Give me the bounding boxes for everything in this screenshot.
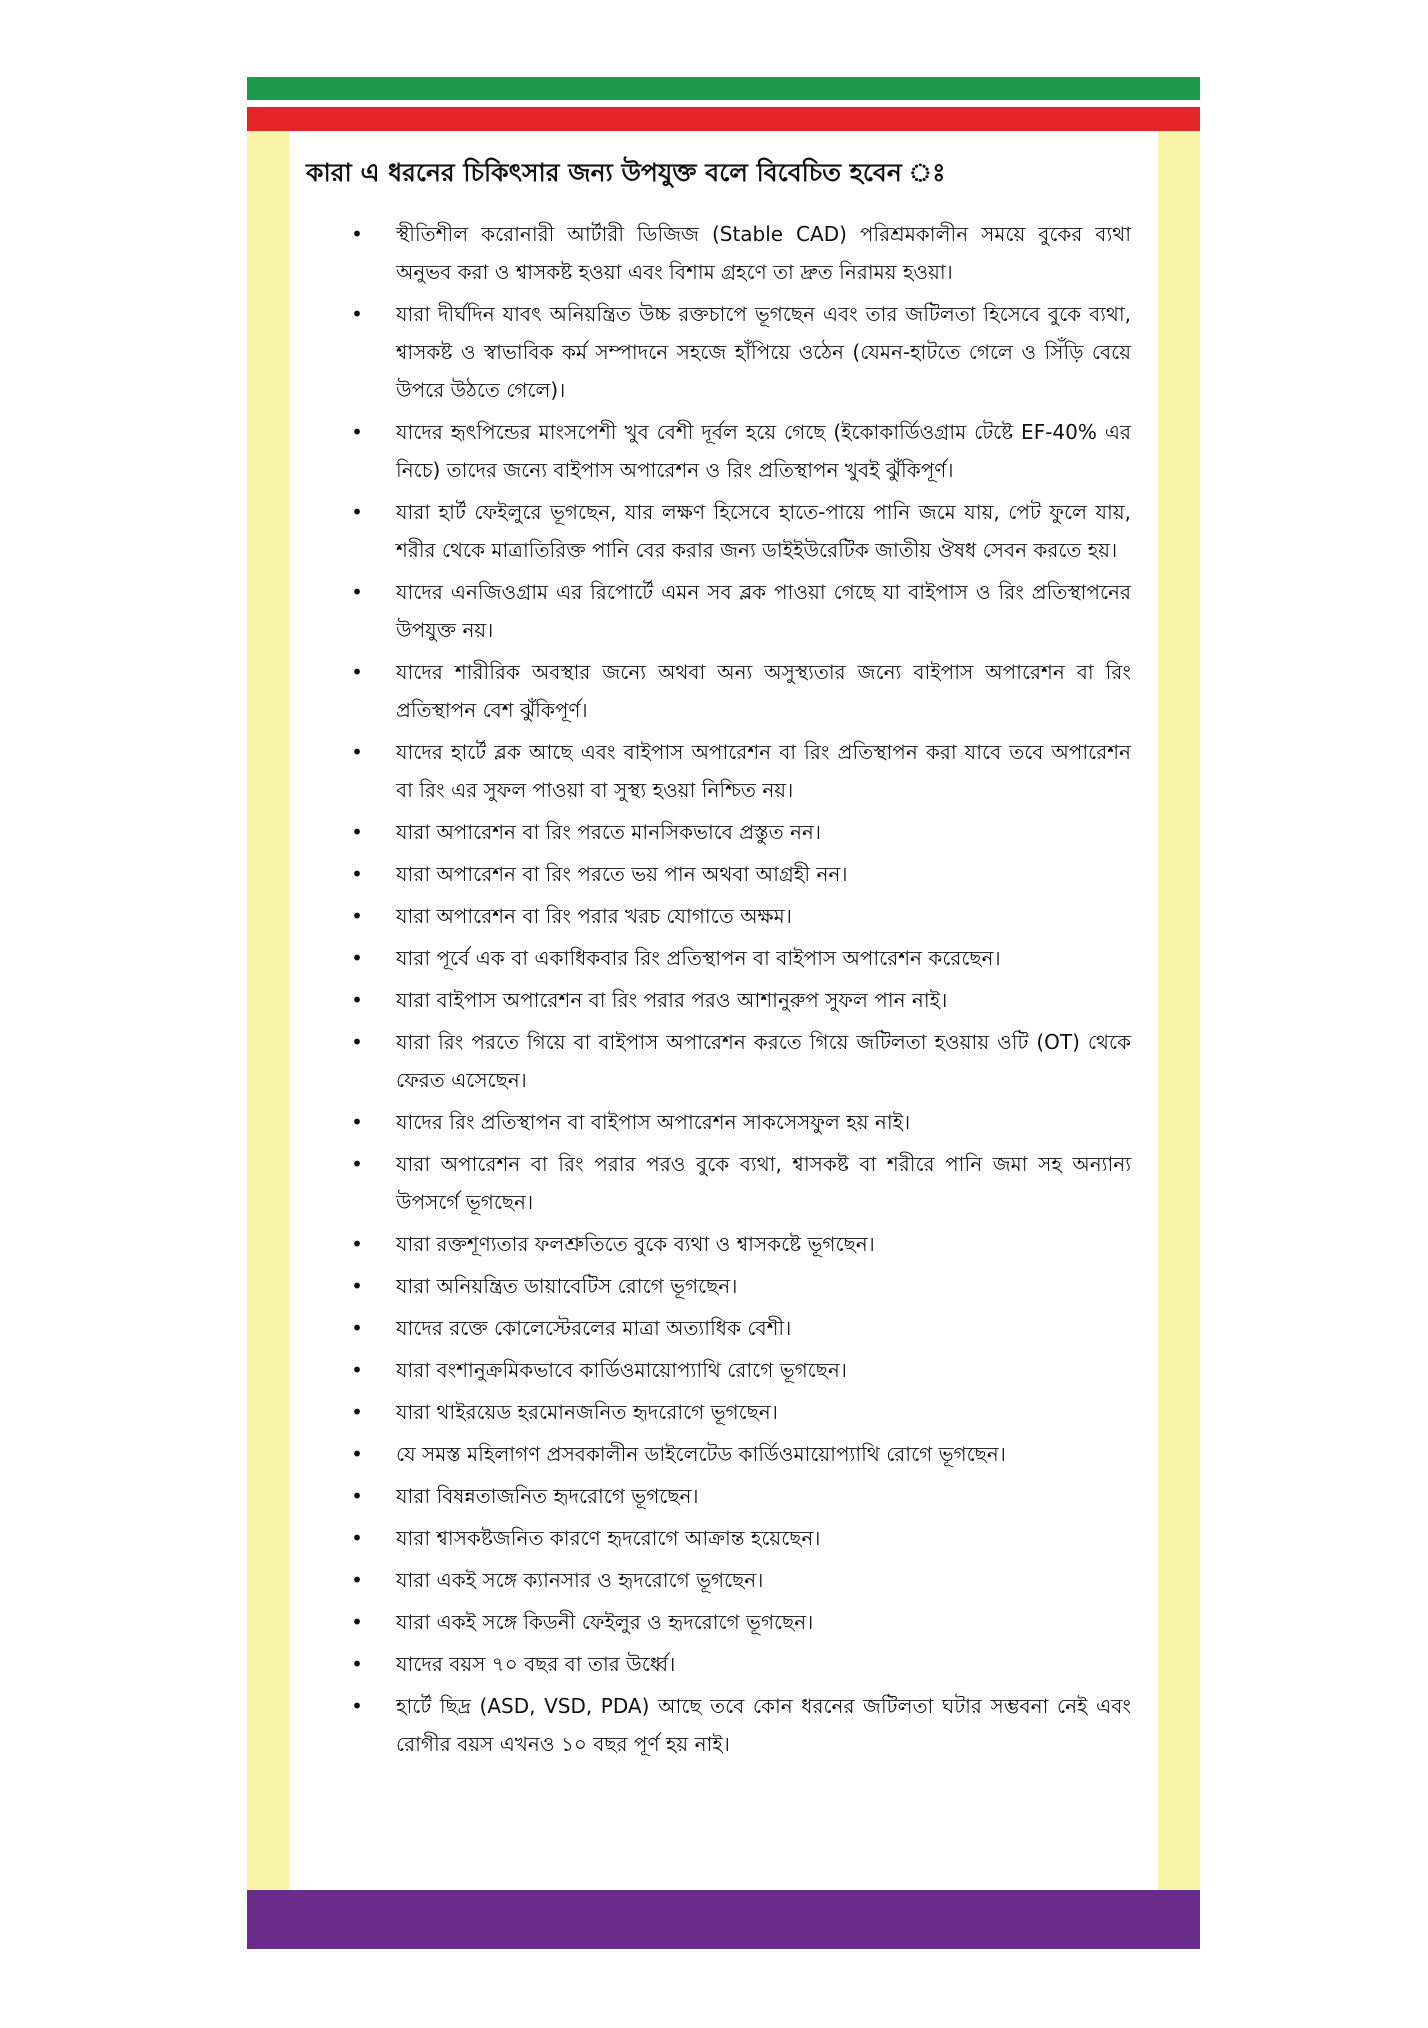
list-item — [347, 897, 1131, 935]
bullet-icon: • — [351, 580, 363, 604]
bullet-icon: • — [351, 1152, 363, 1176]
bullet-icon: • — [351, 302, 363, 326]
bullet-icon: • — [351, 1484, 363, 1508]
list-item — [347, 733, 1131, 809]
list-item-text: যারা একই সঙ্গে কিডনী ফেইলুর ও হৃদরোগে ভূগছেন। — [396, 1610, 814, 1634]
list-item-text: যারা অপারেশন বা রিং পরার পরও বুকে ব্যথা, শ্বাসকষ্ট বা শরীরে পানি জমা সহ অন্যান্য উপসর্গে ভূগছেন। — [396, 1152, 1131, 1214]
list-item — [347, 1393, 1131, 1431]
list-item — [347, 653, 1131, 729]
list-item-text: যারা অপারেশন বা রিং পরতে ভয় পান অথবা আগ্রহী নন। — [396, 862, 848, 886]
bullet-icon: • — [351, 904, 363, 928]
bullet-icon: • — [351, 946, 363, 970]
list-item — [347, 1351, 1131, 1389]
list-item-text: স্থীতিশীল করোনারী আর্টারী ডিজিজ (Stable CAD) পরিশ্রমকালীন সময়ে বুকের ব্যথা অনুভব করা ও শ্বাসকষ্ট হওয়া এবং বিশাম গ্রহণে তা দ্রুত নিরাময় হওয়া। — [396, 222, 1131, 284]
bullet-icon: • — [351, 740, 363, 764]
bullet-icon: • — [351, 1030, 363, 1054]
page-title: কারা এ ধরনের চিকিৎসার জন্য উপযুক্ত বলে বিবেচিত হবেন ঃ — [306, 158, 946, 187]
list-item-text: যাদের বয়স ৭০ বছর বা তার উর্ধ্বে। — [396, 1652, 676, 1676]
list-item-text: যাদের হার্টে ব্লক আছে এবং বাইপাস অপারেশন বা রিং প্রতিস্থাপন করা যাবে তবে অপারেশন বা রিং এর সুফল পাওয়া বা সুস্থ্য হওয়া নিশ্চিত নয়। — [396, 740, 1131, 802]
list-item — [347, 1561, 1131, 1599]
list-item — [347, 1645, 1131, 1683]
list-item — [347, 1023, 1131, 1099]
list-item-text: যারা থাইরয়েড হরমোনজনিত হৃদরোগে ভূগছেন। — [396, 1400, 778, 1424]
list-item — [347, 813, 1131, 851]
bullet-icon: • — [351, 420, 363, 444]
list-item — [347, 413, 1131, 489]
top-green-band — [247, 77, 1200, 100]
content-area — [289, 131, 1158, 1890]
bullet-icon: • — [351, 862, 363, 886]
list-item — [347, 1687, 1131, 1763]
bullet-icon: • — [351, 1274, 363, 1298]
bullet-icon: • — [351, 222, 363, 246]
list-item-text: যাদের এনজিওগ্রাম এর রিপোর্টে এমন সব ব্লক পাওয়া গেছে যা বাইপাস ও রিং প্রতিস্থাপনের উপযুক্ত নয়। — [396, 580, 1131, 642]
bullet-icon: • — [351, 1526, 363, 1550]
list-item-text: যারা পূর্বে এক বা একাধিকবার রিং প্রতিস্থাপন বা বাইপাস অপারেশন করেছেন। — [396, 946, 1001, 970]
list-item — [347, 573, 1131, 649]
list-item-text: যারা শ্বাসকষ্টজনিত কারণে হৃদরোগে আক্রান্ত হয়েছেন। — [396, 1526, 821, 1550]
bullet-icon: • — [351, 1110, 363, 1134]
list-item — [347, 855, 1131, 893]
bullet-icon: • — [351, 988, 363, 1012]
bullet-icon: • — [351, 660, 363, 684]
bullet-icon: • — [351, 500, 363, 524]
bullet-icon: • — [351, 1232, 363, 1256]
list-item-text: যারা অনিয়ন্ত্রিত ডায়াবেটিস রোগে ভূগছেন। — [396, 1274, 738, 1298]
list-item — [347, 939, 1131, 977]
list-item-text: যাদের শারীরিক অবস্থার জন্যে অথবা অন্য অসুস্থ্যতার জন্যে বাইপাস অপারেশন বা রিং প্রতিস্থাপন বেশ ঝুঁকিপূর্ণ। — [396, 660, 1131, 722]
list-item — [347, 1435, 1131, 1473]
list-item — [347, 295, 1131, 409]
list-item-text: হার্টে ছিদ্র (ASD, VSD, PDA) আছে তবে কোন ধরনের জটিলতা ঘটার সম্ভবনা নেই এবং রোগীর বয়স এখনও ১০ বছর পূর্ণ হয় নাই। — [396, 1694, 1131, 1756]
list-item-text: যারা হার্ট ফেইলুরে ভূগছেন, যার লক্ষণ হিসেবে হাতে-পায়ে পানি জমে যায়, পেট ফুলে যায়, শরীর থেকে মাত্রাতিরিক্ত পানি বের করার জন্য ডাইইউরেটিক জাতীয় ঔষধ সেবন করতে হয়। — [396, 500, 1131, 562]
list-item — [347, 1603, 1131, 1641]
top-red-band — [247, 107, 1200, 131]
list-item — [347, 493, 1131, 569]
list-item — [347, 1519, 1131, 1557]
list-item-text: যাদের রক্তে কোলেস্টেরলের মাত্রা অত্যাধিক বেশী। — [396, 1316, 792, 1340]
leaflet-page — [247, 77, 1200, 1949]
list-item-text: যারা বংশানুক্রমিকভাবে কার্ডিওমায়োপ্যাথি রোগে ভূগছেন। — [396, 1358, 847, 1382]
bullet-icon: • — [351, 1316, 363, 1340]
list-item-text: যাদের রিং প্রতিস্থাপন বা বাইপাস অপারেশন সাকসেসফুল হয় নাই। — [396, 1110, 911, 1134]
bullet-icon: • — [351, 1358, 363, 1382]
list-item — [347, 1477, 1131, 1515]
list-item-text: যে সমস্ত মহিলাগণ প্রসবকালীন ডাইলেটেড কার্ডিওমায়োপ্যাথি রোগে ভূগছেন। — [396, 1442, 1006, 1466]
list-item-text: যারা বিষন্নতাজনিত হৃদরোগে ভূগছেন। — [396, 1484, 699, 1508]
list-item — [347, 1309, 1131, 1347]
list-item-text: যারা অপারেশন বা রিং পরতে মানসিকভাবে প্রস্তুত নন। — [396, 820, 821, 844]
list-item — [347, 1225, 1131, 1263]
list-item-text: যারা রিং পরতে গিয়ে বা বাইপাস অপারেশন করতে গিয়ে জটিলতা হওয়ায় ওটি (OT) থেকে ফেরত এসেছেন। — [396, 1030, 1131, 1092]
bullet-icon: • — [351, 1400, 363, 1424]
bullet-icon: • — [351, 1610, 363, 1634]
bullet-icon: • — [351, 1442, 363, 1466]
bullet-icon: • — [351, 1652, 363, 1676]
bullet-icon: • — [351, 1694, 363, 1718]
list-item — [347, 1145, 1131, 1221]
list-item-text: যারা রক্তশূণ্যতার ফলশ্রুতিতে বুকে ব্যথা ও শ্বাসকষ্টে ভূগছেন। — [396, 1232, 875, 1256]
list-item — [347, 1103, 1131, 1141]
bullet-icon: • — [351, 820, 363, 844]
list-item-text: যারা একই সঙ্গে ক্যানসার ও হৃদরোগে ভূগছেন। — [396, 1568, 764, 1592]
list-item-text: যারা বাইপাস অপারেশন বা রিং পরার পরও আশানুরুপ সুফল পান নাই। — [396, 988, 948, 1012]
bottom-purple-band — [247, 1890, 1200, 1949]
bullet-icon: • — [351, 1568, 363, 1592]
list-item-text: যারা অপারেশন বা রিং পরার খরচ যোগাতে অক্ষম। — [396, 904, 792, 928]
list-item-text: যারা দীর্ঘদিন যাবৎ অনিয়ন্ত্রিত উচ্চ রক্তচাপে ভূগছেন এবং তার জটিলতা হিসেবে বুকে ব্যথা, শ্বাসকষ্ট ও স্বাভাবিক কর্ম সম্পাদনে সহজে হাঁপিয়ে ওঠেন (যেমন-হাটতে গেলে ও সিঁড়ি বেয়ে উপরে উঠতে গেলে)। — [396, 302, 1131, 402]
eligibility-list — [347, 215, 1131, 1767]
list-item — [347, 981, 1131, 1019]
list-item-text: যাদের হৃৎপিন্ডের মাংসপেশী খুব বেশী দূর্বল হয়ে গেছে (ইকোকার্ডিওগ্রাম টেষ্টে EF-40% এর নিচে) তাদের জন্যে বাইপাস অপারেশন ও রিং প্রতিস্থাপন খুবই ঝুঁকিপূর্ণ। — [396, 420, 1131, 482]
list-item — [347, 1267, 1131, 1305]
list-item — [347, 215, 1131, 291]
